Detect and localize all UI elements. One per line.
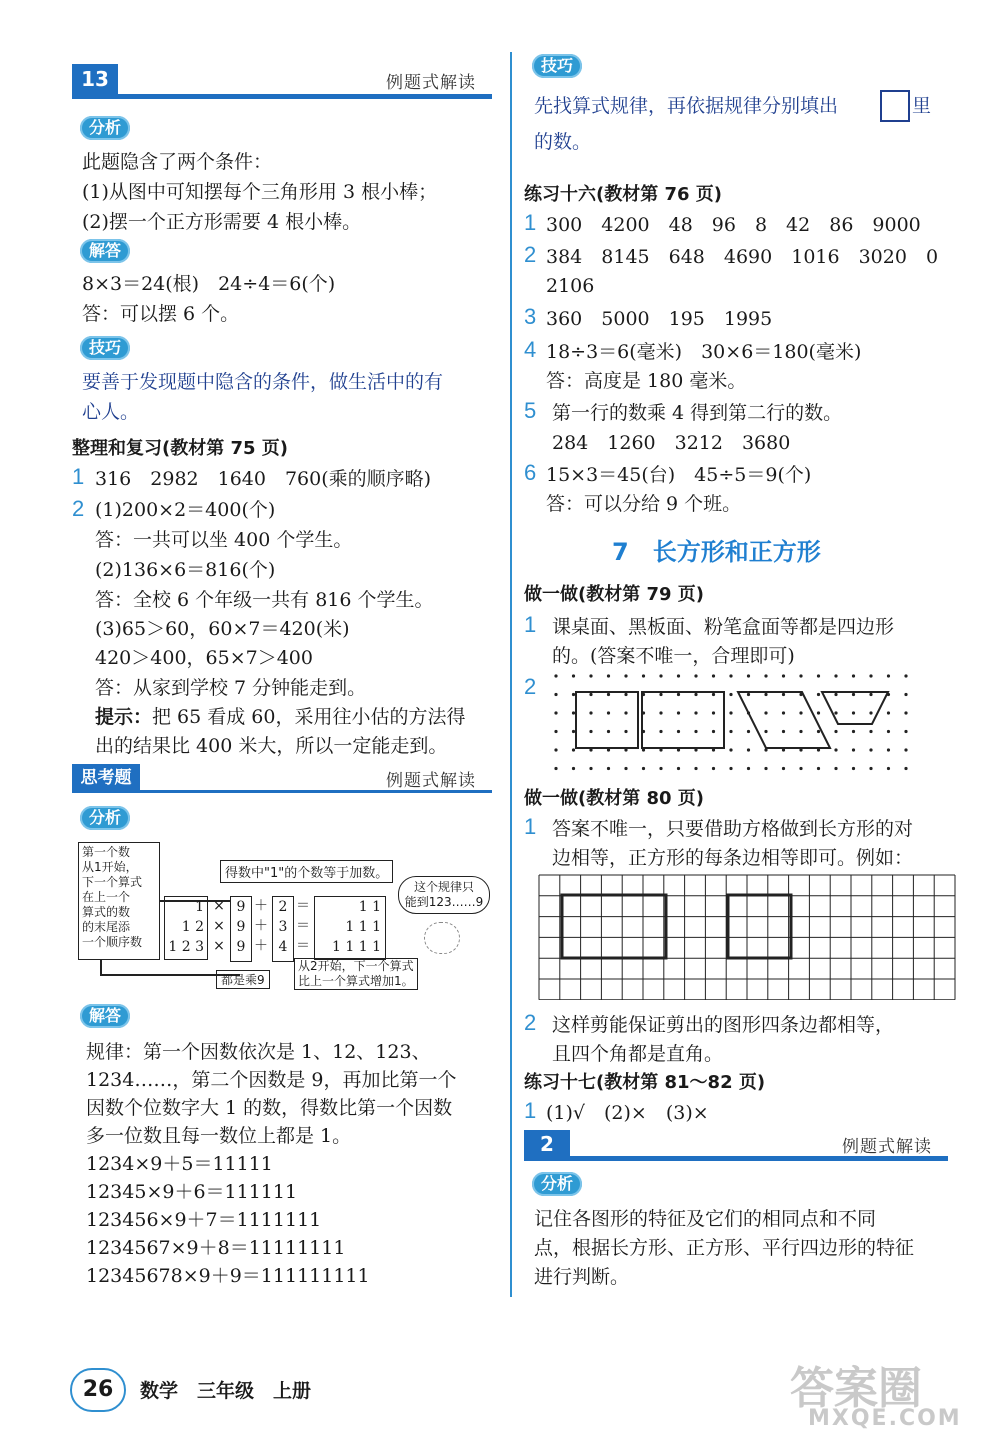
analysis-badge: 分析 [532, 1172, 582, 1196]
grid-dot [712, 674, 715, 677]
grid-rectangle [562, 895, 666, 958]
grid-dot [782, 711, 785, 714]
grid-dot [869, 730, 872, 733]
grid-dot [747, 693, 750, 696]
diagram-ops-eq: ＝ ＝ ＝ [296, 898, 310, 954]
grid-dot [624, 693, 627, 696]
grid-dot [782, 674, 785, 677]
grid-dot [904, 674, 907, 677]
think-answer-line: 1234……，第二个因数是 9，再加比第一个 [86, 1069, 457, 1091]
grid-dot [607, 730, 610, 733]
grid-dot [694, 693, 697, 696]
question-number: 4 [524, 337, 537, 362]
grid-dot [747, 730, 750, 733]
think-answer-line: 1234×9＋5＝11111 [86, 1153, 273, 1175]
watermark-logo: 答案圈 [790, 1363, 922, 1414]
answer-line: 答：可以摆 6 个。 [82, 303, 240, 325]
question-number: 2 [524, 1010, 537, 1035]
grid-dot [624, 730, 627, 733]
grid-dot [554, 730, 557, 733]
analysis-line: 此题隐含了两个条件： [82, 151, 273, 173]
grid-dot [624, 711, 627, 714]
grid-dot [834, 693, 837, 696]
diagram-col-factor2: 9 9 9 [230, 896, 252, 962]
ex16-line: 2106 [546, 275, 595, 297]
ex16-title: 练习十六(教材第 76 页) [524, 184, 723, 205]
grid-dot [799, 711, 802, 714]
do80-title: 做一做(教材第 80 页) [524, 788, 705, 809]
question-number: 2 [524, 242, 537, 267]
grid-dot [764, 693, 767, 696]
grid-dot [729, 711, 732, 714]
blank-box-icon [880, 90, 910, 122]
grid-dot [747, 674, 750, 677]
grid-dot [887, 711, 890, 714]
grid-dot [747, 767, 750, 770]
question-number: 2 [72, 496, 85, 521]
grid-dot [852, 693, 855, 696]
grid-dot [869, 711, 872, 714]
diagram-bottom-line [100, 960, 102, 974]
do80-q2-line: 且四个角都是直角。 [552, 1043, 724, 1065]
think-answer-line: 规律：第一个因数依次是 1、12、123、 [86, 1041, 431, 1063]
grid-dot [624, 767, 627, 770]
review-q2-line: (2)136×6＝816(个) [95, 559, 276, 581]
grid-dot [677, 730, 680, 733]
grid-dot [712, 711, 715, 714]
grid-dot [554, 748, 557, 751]
grid-dot [764, 711, 767, 714]
hint-line: 出的结果比 400 米大，所以一定能走到。 [95, 735, 448, 757]
review-q2-line: 答：从家到学校 7 分钟能走到。 [95, 677, 367, 699]
grid-dot [782, 767, 785, 770]
ex16-line: 答：可以分给 9 个班。 [546, 493, 742, 515]
grid-dot [572, 767, 575, 770]
ex16-line: 15×3＝45(台) 45÷5＝9(个) [546, 464, 812, 486]
grid-dot [887, 767, 890, 770]
grid-dot [694, 767, 697, 770]
grid-dot [817, 674, 820, 677]
shape-rectangle [642, 692, 724, 748]
think-answer-line: 多一位数且每一数位上都是 1。 [86, 1125, 352, 1147]
grid-dot [869, 748, 872, 751]
ex16-line: 答：高度是 180 毫米。 [546, 370, 747, 392]
grid-dot [904, 748, 907, 751]
think-right-label: 例题式解读 [386, 771, 476, 791]
grid-dot [659, 693, 662, 696]
diagram-bubble: 这个规律只 能到123……9 [398, 876, 490, 914]
grid-dot [887, 730, 890, 733]
think-answer-line: 12345678×9＋9＝111111111 [86, 1265, 370, 1287]
analysis-line: 记住各图形的特征及它们的相同点和不同 [534, 1208, 877, 1230]
grid-dot [834, 674, 837, 677]
grid-dot [729, 674, 732, 677]
grid-dot [554, 767, 557, 770]
grid-dot [869, 674, 872, 677]
ex16-line: 第一行的数乘 4 得到第二行的数。 [552, 402, 843, 424]
grid-dot [659, 767, 662, 770]
diagram-ops-mul: × × × [213, 898, 225, 954]
think-answer-badge: 解答 [80, 1004, 130, 1028]
question-number: 1 [524, 814, 537, 839]
think-answer-line: 123456×9＋7＝1111111 [86, 1209, 322, 1231]
think-answer-line: 12345×9＋6＝111111 [86, 1181, 298, 1203]
grid-dot [764, 767, 767, 770]
grid-dot [694, 730, 697, 733]
header-right-label: 例题式解读 [842, 1137, 932, 1157]
grid-dot [607, 674, 610, 677]
grid-dot [589, 730, 592, 733]
grid-dot [729, 748, 732, 751]
grid-dot [572, 693, 575, 696]
grid-dot [729, 693, 732, 696]
question-number: 1 [72, 464, 85, 489]
shape-square [576, 692, 638, 748]
tip-badge: 技巧 [80, 336, 130, 360]
grid-dot [607, 711, 610, 714]
diagram-ops-add: ＋ ＋ ＋ [254, 898, 268, 954]
grid-dot [729, 730, 732, 733]
grid-dot [589, 767, 592, 770]
grid-dot [677, 711, 680, 714]
grid-dot [817, 730, 820, 733]
diagram-col-factor1: 1 1 2 1 2 3 [164, 896, 208, 960]
grid-dot [712, 693, 715, 696]
shape-parallelogram [738, 692, 830, 748]
grid-dot [782, 730, 785, 733]
analysis-badge: 分析 [80, 116, 130, 140]
tip-line: 要善于发现题中隐含的条件，做生活中的有 [82, 371, 444, 393]
dot-grid-figure [548, 668, 918, 778]
hint-line: 把 65 看成 60，采用往小估的方法得 [152, 706, 466, 728]
grid-dot [572, 711, 575, 714]
tip-line: 里 [912, 95, 932, 117]
tip-line: 的数。 [534, 131, 592, 153]
grid-dot [572, 674, 575, 677]
pattern-diagram [72, 838, 492, 998]
grid-dot [817, 767, 820, 770]
grid-dot [642, 767, 645, 770]
analysis-line: (2)摆一个正方形需要 4 根小棒。 [82, 211, 362, 233]
question-number: 6 [524, 460, 537, 485]
grid-dot [904, 693, 907, 696]
grid-dot [852, 674, 855, 677]
grid-dot [659, 711, 662, 714]
grid-dot [817, 711, 820, 714]
question-number: 3 [524, 304, 537, 329]
grid-dot [747, 748, 750, 751]
square-grid-figure [538, 874, 958, 1000]
grid-dot [712, 730, 715, 733]
think-question-badge: 思考题 [72, 764, 140, 792]
example-number-badge: 13 [72, 64, 118, 94]
think-answer-line: 因数个位数字大 1 的数，得数比第一个因数 [86, 1097, 453, 1119]
do79-line: 的。(答案不唯一，合理即可) [552, 645, 795, 667]
grid-dot [554, 693, 557, 696]
tip-line: 心人。 [82, 401, 140, 423]
question-number: 1 [524, 1098, 537, 1123]
grid-dot [589, 693, 592, 696]
grid-dot [904, 730, 907, 733]
grid-dot [589, 674, 592, 677]
column-divider [510, 52, 512, 1297]
grid-square [728, 895, 791, 958]
grid-dot [694, 674, 697, 677]
question-number: 2 [524, 674, 537, 699]
ex16-line: 360 5000 195 1995 [546, 308, 773, 330]
diagram-start-note: 第一个数 从1开始， 下一个算式 在上一个 算式的数 的末尾添 一个顺序数 [78, 842, 160, 960]
grid-dot [799, 767, 802, 770]
do80-line: 边相等，正方形的每条边相等即可。例如： [552, 847, 914, 869]
analysis-line: 点，根据长方形、正方形、平行四边形的特征 [534, 1237, 915, 1259]
example-number-badge: 2 [524, 1130, 570, 1158]
grid-dot [572, 748, 575, 751]
grid-dot [677, 767, 680, 770]
grid-dot [904, 711, 907, 714]
grid-dot [554, 674, 557, 677]
ex17-line: (1)√ (2)× (3)× [546, 1102, 709, 1124]
grid-dot [607, 767, 610, 770]
header-right-label: 例题式解读 [386, 73, 476, 93]
grid-dot [782, 693, 785, 696]
grid-dot [764, 730, 767, 733]
grid-dot [642, 674, 645, 677]
ex16-line: 300 4200 48 96 8 42 86 9000 [546, 214, 921, 236]
header-rule [72, 94, 492, 99]
grid-dot [799, 674, 802, 677]
grid-dot [677, 693, 680, 696]
grid-dot [852, 711, 855, 714]
grid-dot [887, 674, 890, 677]
grid-dot [799, 730, 802, 733]
review-q2-line: (1)200×2＝400(个) [95, 499, 276, 521]
ex16-line: 384 8145 648 4690 1016 3020 0 [546, 246, 939, 268]
shape-trapezoid [822, 692, 888, 724]
grid-dot [817, 693, 820, 696]
answer-badge: 解答 [80, 239, 130, 263]
grid-dot [694, 711, 697, 714]
answer-line: 8×3＝24(根) 24÷4＝6(个) [82, 273, 336, 295]
question-number: 5 [524, 398, 537, 423]
ex16-line: 284 1260 3212 3680 [552, 432, 791, 454]
do80-line: 答案不唯一，只要借助方格做到长方形的对 [552, 818, 914, 840]
do79-line: 课桌面、黑板面、粉笔盒面等都是四边形 [552, 616, 895, 638]
think-analysis-badge: 分析 [80, 806, 130, 830]
grid-dot [554, 711, 557, 714]
diagram-note-multiply-nine: 都是乘9 [216, 970, 270, 989]
grid-dot [659, 730, 662, 733]
ex17-title: 练习十七(教材第 81～82 页) [524, 1072, 766, 1093]
review-q2-line: 答：全校 6 个年级一共有 816 个学生。 [95, 589, 434, 611]
analysis-line: 进行判断。 [534, 1266, 630, 1288]
grid-dot [852, 748, 855, 751]
chapter-title: 7 长方形和正方形 [612, 538, 821, 566]
grid-dot [729, 767, 732, 770]
diagram-top-note: 得数中"1"的个数等于加数。 [220, 860, 393, 883]
grid-dot [764, 674, 767, 677]
review-q1: 316 2982 1640 760(乘的顺序略) [95, 468, 432, 490]
think-answer-line: 1234567×9＋8＝11111111 [86, 1237, 346, 1259]
ex16-line: 18÷3＝6(毫米) 30×6＝180(毫米) [546, 341, 862, 363]
grid-dot [834, 748, 837, 751]
grid-dot [834, 767, 837, 770]
diagram-col-addend: 2 3 4 [272, 896, 294, 962]
grid-dot [887, 748, 890, 751]
question-number: 1 [524, 210, 537, 235]
do80-q2-line: 这样剪能保证剪出的图形四条边都相等， [552, 1014, 895, 1036]
grid-dot [677, 674, 680, 677]
do79-title: 做一做(教材第 79 页) [524, 584, 705, 605]
grid-dot [834, 711, 837, 714]
page-number: 26 [70, 1368, 126, 1412]
grid-dot [624, 674, 627, 677]
grid-dot [904, 767, 907, 770]
grid-dot [869, 693, 872, 696]
grid-dot [834, 730, 837, 733]
book-title: 数学 三年级 上册 [140, 1380, 312, 1402]
watermark-url: MXQE.COM [808, 1406, 962, 1431]
grid-dot [607, 693, 610, 696]
review-q2-line: (3)65＞60，60×7＝420(米) [95, 618, 350, 640]
grid-dot [572, 730, 575, 733]
grid-dot [852, 730, 855, 733]
analysis-line: (1)从图中可知摆每个三角形用 3 根小棒； [82, 181, 438, 203]
grid-dot [869, 767, 872, 770]
diagram-note-increase: 从2开始，下一个算式 比上一个算式增加1。 [294, 958, 418, 990]
diagram-col-result: 1 1 1 1 1 1 1 1 1 [314, 896, 386, 960]
grid-dot [659, 674, 662, 677]
review-title: 整理和复习(教材第 75 页) [72, 438, 289, 459]
grid-dot [589, 711, 592, 714]
grid-dot [712, 767, 715, 770]
cartoon-mascot-icon [424, 922, 460, 954]
tip-badge: 技巧 [532, 54, 582, 78]
grid-dot [852, 767, 855, 770]
hint-label: 提示： [95, 706, 153, 728]
review-q2-line: 420＞400，65×7＞400 [95, 647, 313, 669]
review-q2-line: 答：一共可以坐 400 个学生。 [95, 529, 353, 551]
tip-line: 先找算式规律，再依据规律分别填出 [534, 95, 839, 117]
question-number: 1 [524, 612, 537, 637]
